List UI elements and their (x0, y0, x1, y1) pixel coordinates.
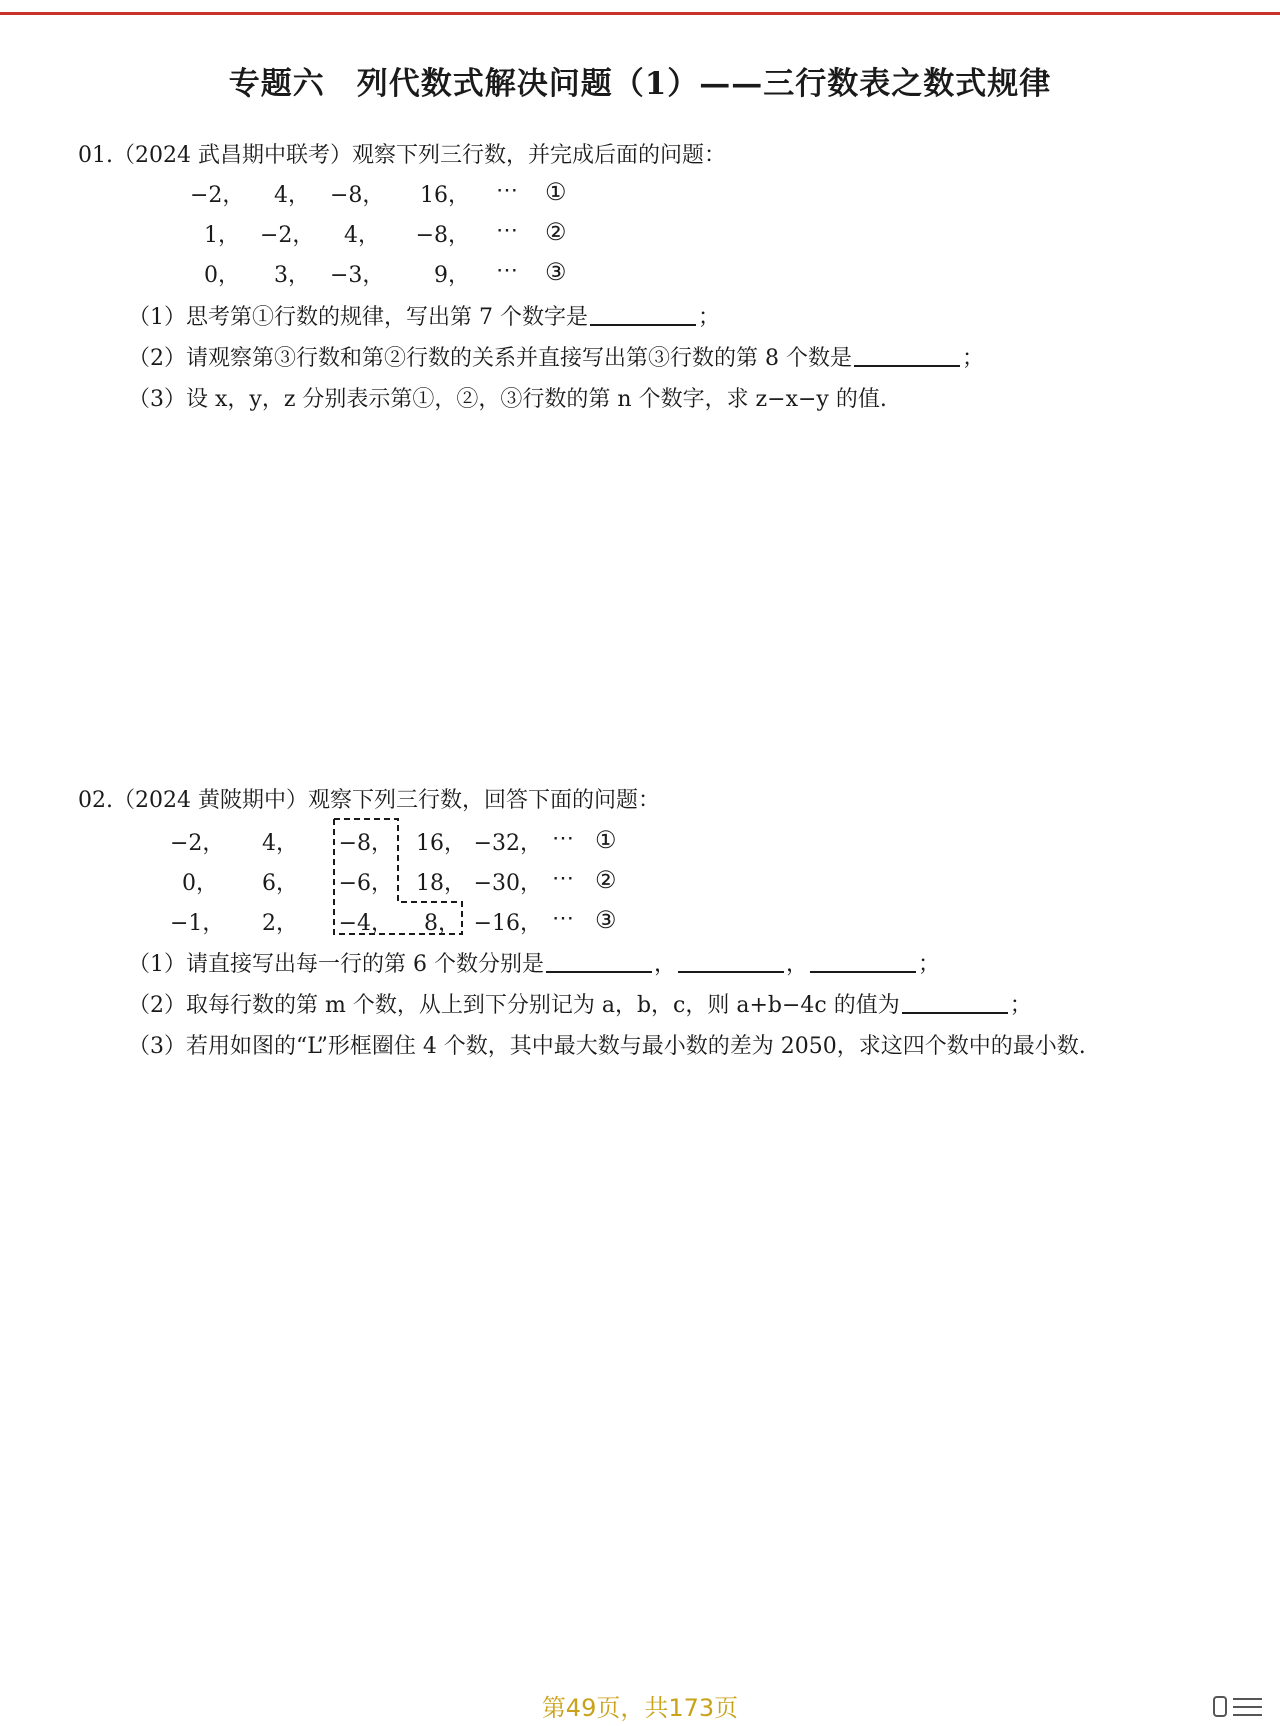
q1-sub2-end: ； (961, 346, 984, 371)
q1-sub2 (128, 341, 984, 372)
q2-row-1 (170, 826, 650, 856)
q2-r3-c1: −1， (170, 911, 225, 936)
answer-blank (854, 365, 960, 367)
q1-r1-c1: −2， (190, 183, 245, 208)
q2-r3-c5: −16， (473, 911, 542, 936)
answer-blank (678, 971, 784, 973)
list-menu-icon[interactable] (1213, 1695, 1263, 1719)
q1-r1-c2: 4， (274, 183, 310, 208)
q2-r2-c2: 6， (262, 871, 298, 896)
q2-r2-c4: 18， (416, 871, 466, 896)
q2-r3-c4: 8， (424, 911, 460, 936)
q2-sub1-end: ； (918, 952, 941, 977)
q1-r1-c3: −8， (330, 183, 385, 208)
q2-r3-tag: ③ (595, 906, 617, 934)
page-title: 专题六 列代数式解决问题（1）——三行数表之数式规律 (228, 66, 1052, 102)
q1-r2-c2: −2， (260, 223, 315, 248)
q2-r3-c6: ⋯ (552, 906, 574, 931)
q2-r2-c3: −6， (338, 871, 393, 896)
q2-sub1-sep1: ， (653, 952, 676, 977)
q2-sub2-text: （2）取每行数的第 m 个数，从上到下分别记为 a，b，c，则 a+b−4c 的值为 (128, 993, 900, 1018)
q2-r1-c6: ⋯ (552, 826, 574, 851)
q1-row-1 (190, 178, 590, 208)
q1-r3-c5: ⋯ (496, 258, 518, 283)
q2-sub1-sep2: ， (786, 952, 809, 977)
q2-r1-c3: −8， (338, 831, 393, 856)
q2-r1-c1: −2， (170, 831, 225, 856)
q1-r2-c4: −8， (415, 223, 470, 248)
q2-row-2 (170, 866, 650, 896)
q2-r2-c6: ⋯ (552, 866, 574, 891)
q2-r1-c5: −32， (473, 831, 542, 856)
q2-r2-c1: 0， (182, 871, 218, 896)
q2-r3-c2: 2， (262, 911, 298, 936)
answer-blank (902, 1012, 1008, 1014)
q2-sub2 (128, 988, 1032, 1019)
q1-r3-c1: 0， (204, 263, 240, 288)
q2-r1-tag: ① (595, 826, 617, 854)
q2-r1-c4: 16， (416, 831, 466, 856)
q1-r1-tag: ① (545, 178, 567, 206)
q2-row-3 (170, 906, 650, 936)
q1-row-3 (190, 258, 590, 288)
q2-heading: 02.（2024 黄陂期中）观察下列三行数，回答下面的问题： (78, 788, 660, 813)
q1-heading: 01.（2024 武昌期中联考）观察下列三行数，并完成后面的问题： (78, 143, 726, 168)
answer-blank (546, 971, 652, 973)
q1-r2-tag: ② (545, 218, 567, 246)
q1-r2-c1: 1， (204, 223, 240, 248)
q1-sub1 (128, 300, 720, 331)
q1-row-2 (190, 218, 590, 248)
answer-blank (590, 324, 696, 326)
q1-r1-c5: ⋯ (496, 178, 518, 203)
q1-r3-c4: 9， (434, 263, 470, 288)
answer-blank (810, 971, 916, 973)
q1-sub1-text: （1）思考第①行数的规律，写出第 7 个数字是 (128, 305, 588, 330)
q1-sub2-text: （2）请观察第③行数和第②行数的关系并直接写出第③行数的第 8 个数是 (128, 346, 852, 371)
q1-r3-c2: 3， (274, 263, 310, 288)
q1-r1-c4: 16， (420, 183, 470, 208)
q2-sub1 (128, 947, 940, 978)
q2-sub2-end: ； (1009, 993, 1032, 1018)
q2-sub3: （3）若用如图的“L”形框圈住 4 个数，其中最大数与最小数的差为 2050，求这四个数中的最小数. (128, 1034, 1086, 1059)
q1-r3-tag: ③ (545, 258, 567, 286)
q1-r2-c3: 4， (344, 223, 380, 248)
q2-r3-c3: −4， (338, 911, 393, 936)
q2-r2-tag: ② (595, 866, 617, 894)
top-red-rule (0, 12, 1280, 15)
q2-r1-c2: 4， (262, 831, 298, 856)
q2-r2-c5: −30， (473, 871, 542, 896)
page-counter: 第49页，共173页 (541, 1694, 739, 1722)
q2-number-table (170, 818, 650, 938)
q1-sub3: （3）设 x，y，z 分别表示第①，②，③行数的第 n 个数字，求 z−x−y 的值. (128, 387, 887, 412)
q1-r2-c5: ⋯ (496, 218, 518, 243)
q1-r3-c3: −3， (330, 263, 385, 288)
q1-sub1-end: ； (697, 305, 720, 330)
q2-sub1-text: （1）请直接写出每一行的第 6 个数分别是 (128, 952, 544, 977)
